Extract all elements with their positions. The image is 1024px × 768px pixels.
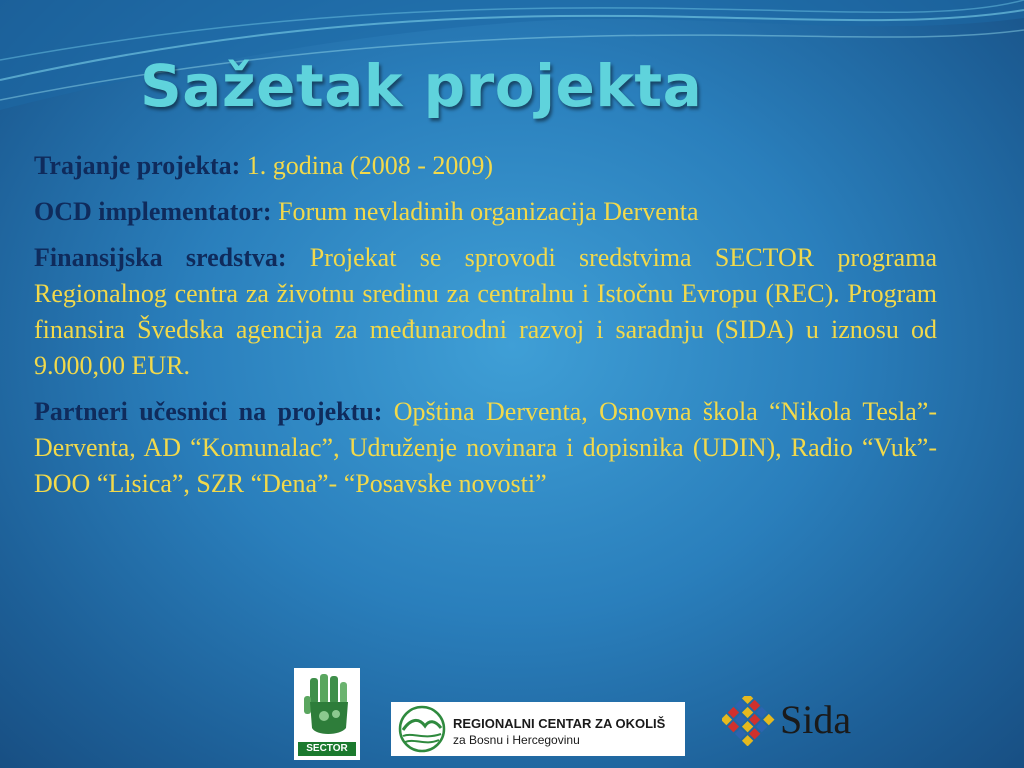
item-funding: [34, 240, 937, 384]
sida-emblem-icon: [722, 696, 776, 746]
rec-logo-subtitle: za Bosnu i Hercegovinu: [453, 733, 580, 747]
slide-content: [34, 148, 937, 512]
sector-logo-text: SECTOR: [298, 742, 356, 756]
item-duration-label: Trajanje projekta:: [34, 151, 241, 180]
item-partners-label: Partneri učesnici na projektu:: [34, 397, 383, 426]
rec-logo-name: REGIONALNI CENTAR ZA OKOLIŠ: [453, 716, 666, 731]
logo-strip: [0, 660, 1024, 768]
sector-hand-icon: [296, 670, 358, 740]
sida-logo-text: Sida: [780, 697, 852, 742]
sida-logo: [722, 696, 862, 746]
sector-logo: [294, 668, 360, 760]
item-funding-text: Projekat se sprovodi sredstvima SECTOR programa Regionalnog centra za životnu sredinu za centralnu i Istočnu Evropu (REC). Program finansira Švedska agencija za međunarodni razvoj i saradnju (SIDA) u iznosu od 9.000,00 EUR.: [34, 243, 937, 380]
item-implementer-label: OCD implementator:: [34, 197, 272, 226]
item-implementer: [34, 194, 937, 230]
item-implementer-text: Forum nevladinih organizacija Derventa: [271, 197, 699, 226]
item-duration: [34, 148, 937, 184]
item-duration-text: 1. godina (2008 - 2009): [240, 151, 494, 180]
slide-title: Sažetak projekta: [140, 52, 703, 120]
rec-emblem-icon: [395, 704, 449, 754]
item-partners: [34, 394, 937, 502]
item-funding-label: Finansijska sredstva:: [34, 243, 287, 272]
item-partners-text: Opština Derventa, Osnovna škola “Nikola Tesla”- Derventa, AD “Komunalac”, Udruženje novinara i dopisnika (UDIN), Radio “Vuk”-DOO “Lisica”, SZR “Dena”- “Posavske novosti”: [34, 397, 938, 498]
rec-logo: [391, 702, 685, 756]
